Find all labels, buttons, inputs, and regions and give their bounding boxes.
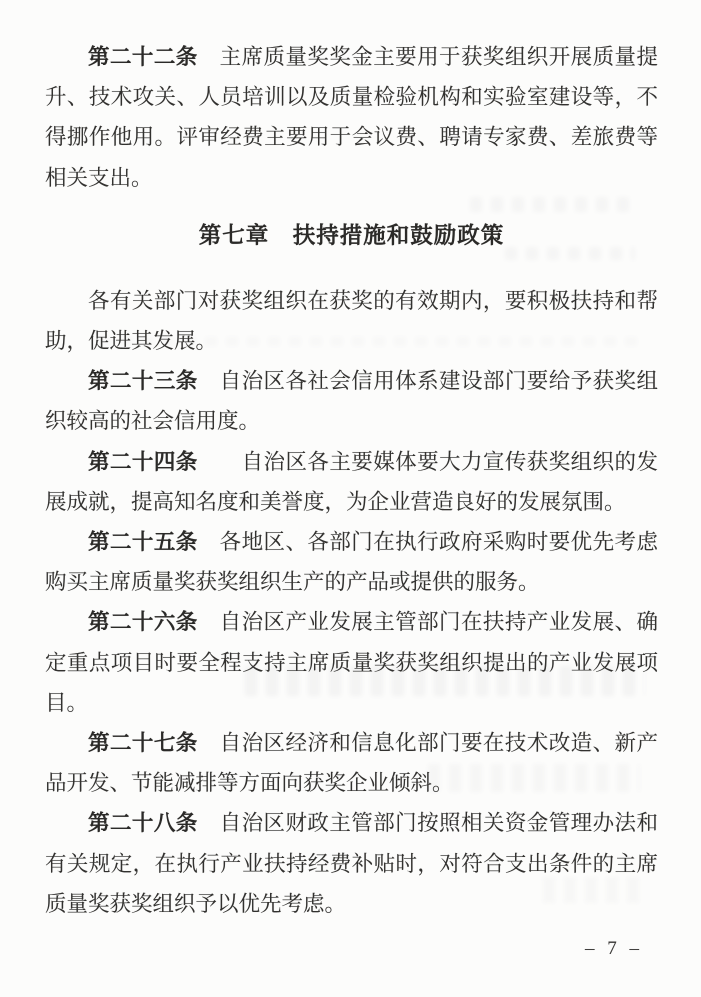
article-26-number: 第二十六条 (88, 610, 198, 635)
article-22-text: 主席质量奖奖金主要用于获奖组织开展质量提升、技术攻关、人员培训以及质量检验机构和实验室建设等，不得挪作他用。评审经费主要用于会议费、聘请专家费、差旅费等相关支出。 (45, 45, 658, 190)
article-28-text: 自治区财政主管部门按照相关资金管理办法和有关规定，在执行产业扶持经费补贴时，对符合支出条件的主席质量奖获奖组织予以优先考虑。 (45, 811, 658, 916)
article-23-text: 自治区各社会信用体系建设部门要给予获奖组织较高的社会信用度。 (45, 369, 658, 434)
article-28-number: 第二十八条 (88, 811, 198, 836)
chapter-7-heading: 第七章 扶持措施和鼓励政策 (198, 222, 505, 248)
article-27-number: 第二十七条 (88, 731, 198, 756)
article-25-text: 各地区、各部门在执行政府采购时要优先考虑购买主席质量奖获奖组织生产的产品或提供的服务。 (45, 530, 658, 595)
article-23-paragraph (45, 361, 658, 441)
article-24-paragraph (45, 442, 658, 522)
document-body (45, 37, 658, 924)
page-number: – 7 – (585, 938, 643, 959)
article-24-number: 第二十四条 (88, 449, 198, 474)
article-22-number: 第二十二条 (88, 45, 198, 69)
article-28-paragraph (45, 803, 658, 924)
article-25-number: 第二十五条 (88, 530, 198, 555)
article-23-number: 第二十三条 (88, 369, 198, 394)
article-24-text: 自治区各主要媒体要大力宣传获奖组织的发展成就，提高知名度和美誉度，为企业营造良好的发展氛围。 (45, 449, 658, 514)
article-27-text: 自治区经济和信息化部门要在技术改造、新产品开发、节能减排等方面向获奖企业倾斜。 (45, 731, 658, 796)
intro-paragraph: 各有关部门对获奖组织在获奖的有效期内，要积极扶持和帮助，促进其发展。 (45, 288, 658, 354)
article-25-paragraph (45, 522, 658, 602)
article-26-paragraph (45, 602, 658, 723)
article-27-paragraph (45, 723, 658, 803)
article-22-paragraph (45, 37, 658, 198)
article-26-text: 自治区产业发展主管部门在扶持产业发展、确定重点项目时要全程支持主席质量奖获奖组织提出的产业发展项目。 (45, 610, 658, 715)
